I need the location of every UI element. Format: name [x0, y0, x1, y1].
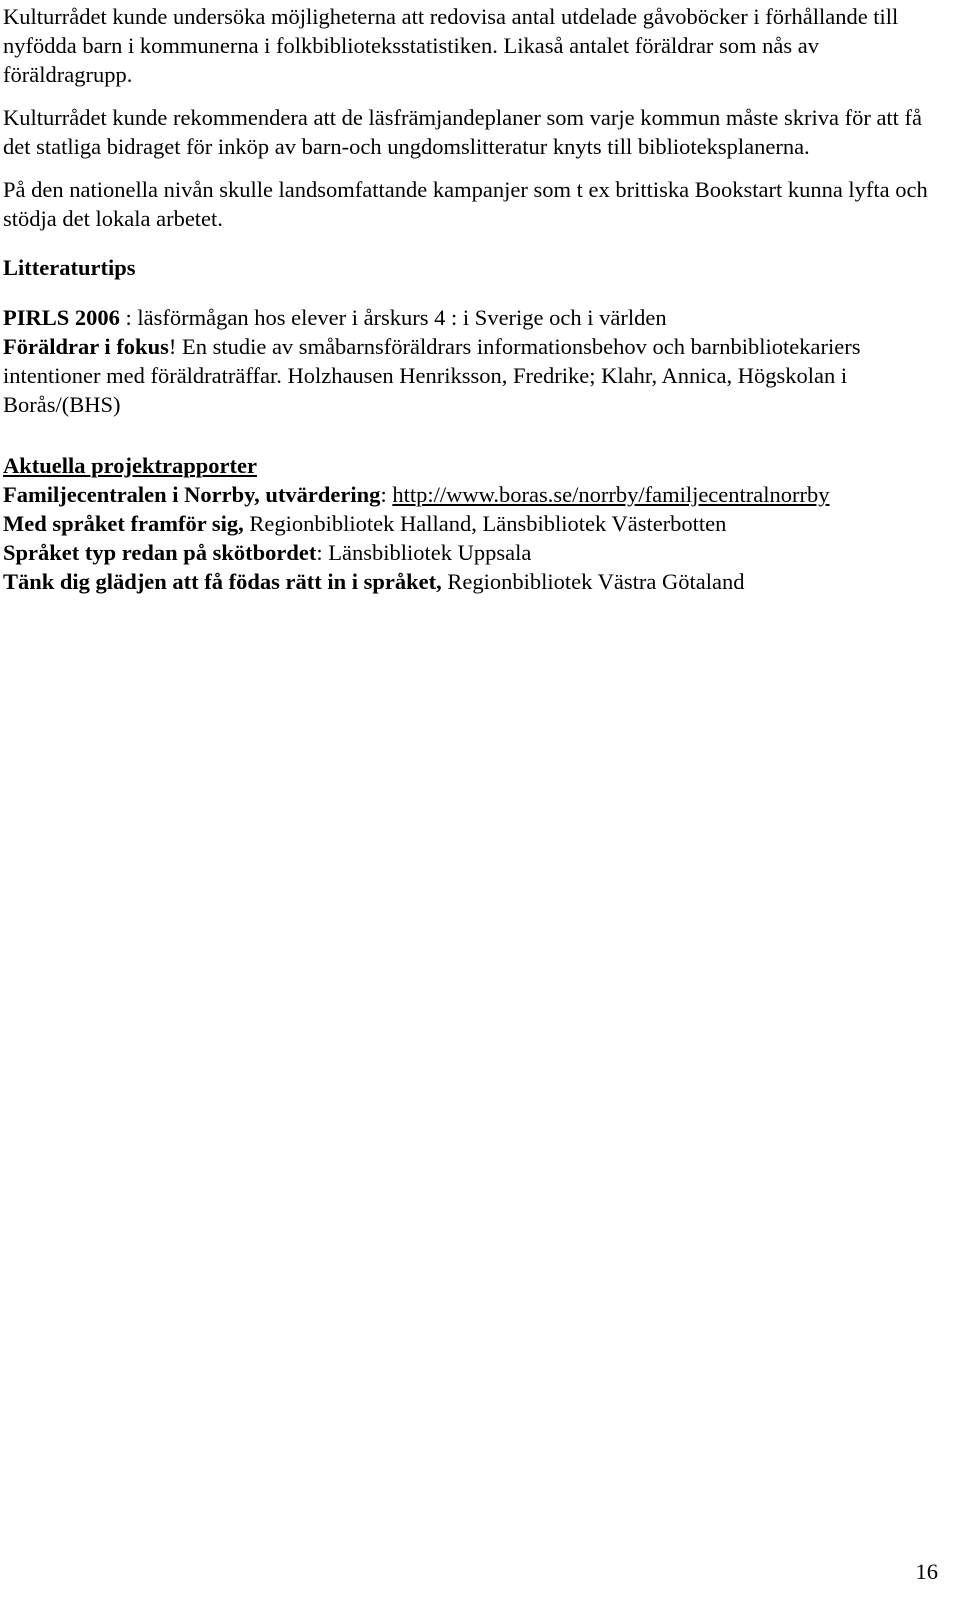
page-number: 16	[915, 1559, 938, 1584]
litteraturtips-item-foraldrar	[3, 332, 953, 419]
pirls-title: PIRLS 2006	[3, 305, 120, 330]
tank-dig-title: Tänk dig glädjen att få födas rätt in i språket,	[3, 569, 442, 594]
paragraph-gift-books: Kulturrådet kunde undersöka möjligheterna att redovisa antal utdelade gåvoböcker i förhållande till nyfödda barn i kommunerna i folkbiblioteksstatistiken. Likaså antalet föräldrar som nås av föräldragrupp.	[3, 4, 899, 87]
skotbordet-publisher: Länsbibliotek Uppsala	[328, 540, 532, 565]
norrby-link[interactable]: http://www.boras.se/norrby/familjecentralnorrby	[392, 482, 830, 507]
foraldrar-title: Föräldrar i fokus	[3, 334, 169, 359]
norrby-separator: :	[380, 482, 393, 507]
litteraturtips-list	[3, 303, 953, 419]
pirls-description: : läsförmågan hos elever i årskurs 4 : i Sverige och i världen	[119, 305, 667, 330]
tank-dig-publisher: Regionbibliotek Västra Götaland	[447, 569, 745, 594]
projektrapporter-heading: Aktuella projektrapporter	[3, 453, 257, 478]
med-spraket-publisher: Regionbibliotek Halland, Länsbibliotek Västerbotten	[249, 511, 727, 536]
document-page	[3, 2, 953, 596]
project-item-norrby	[3, 480, 953, 509]
project-item-tank-dig	[3, 567, 953, 596]
project-item-skotbordet	[3, 538, 953, 567]
projektrapporter-section	[3, 451, 953, 596]
skotbordet-separator: :	[316, 540, 329, 565]
foraldrar-description: ! En studie av småbarnsföräldrars informationsbehov och barnbibliotekariers intentioner med föräldraträffar. Holzhausen Henriksson, Fredrike; Klahr, Annica, Högskolan i Borås/(BHS)	[3, 334, 861, 417]
skotbordet-title: Språket typ redan på skötbordet	[3, 540, 317, 565]
project-item-med-spraket	[3, 509, 953, 538]
litteraturtips-heading: Litteraturtips	[3, 255, 136, 280]
paragraph-reading-plans: Kulturrådet kunde rekommendera att de läsfrämjandeplaner som varje kommun måste skriva för att få det statliga bidraget för inköp av barn-och ungdomslitteratur knyts till biblioteksplanerna.	[3, 105, 923, 159]
norrby-title: Familjecentralen i Norrby, utvärdering	[3, 482, 381, 507]
paragraph-national-campaigns: På den nationella nivån skulle landsomfattande kampanjer som t ex brittiska Bookstart kunna lyfta och stödja det lokala arbetet.	[3, 177, 928, 231]
litteraturtips-item-pirls	[3, 303, 953, 332]
med-spraket-title: Med språket framför sig,	[3, 511, 244, 536]
